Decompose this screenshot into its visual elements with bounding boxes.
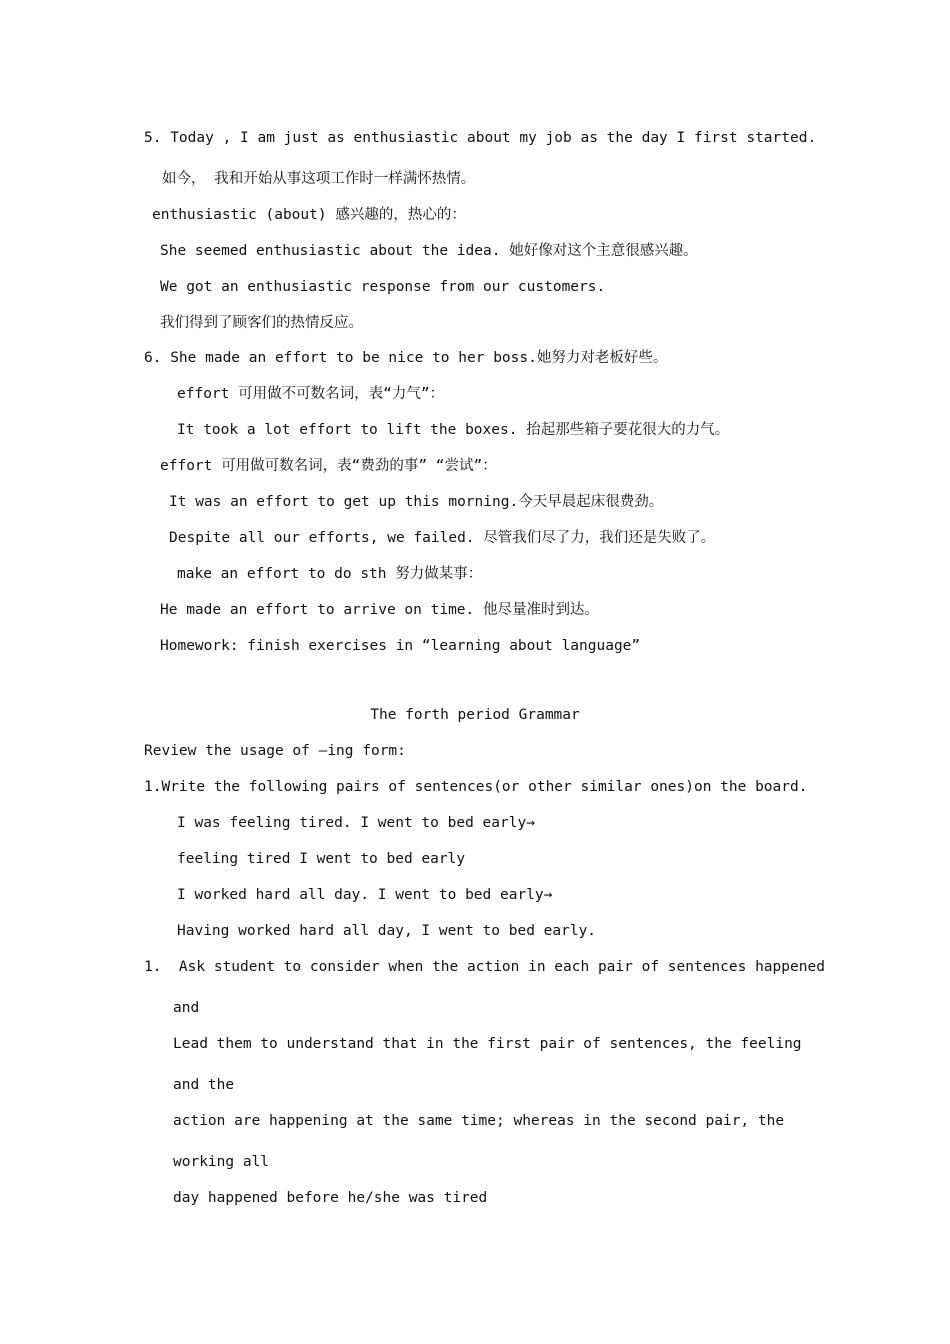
board-sentence: I was feeling tired. I went to bed early→ <box>177 815 535 831</box>
phrase-make-an-effort: make an effort to do sth 努力做某事： <box>177 566 483 582</box>
step-2: 1. Ask student to consider when the action in each pair of sentences happened <box>144 959 825 975</box>
item-5-translation: 如今， 我和开始从事这项工作时一样满怀热情。 <box>162 171 476 187</box>
step-2-text: action are happening at the same time; whereas in the second pair, the <box>173 1113 785 1129</box>
vocab-effort-countable: effort 可用做可数名词，表“费劲的事” “尝试”： <box>160 458 497 474</box>
step-2-text: Lead them to understand that in the first pair of sentences, the feeling <box>173 1036 802 1052</box>
example-sentence: We got an enthusiastic response from our customers. <box>160 279 606 295</box>
step-2-text: day happened before he/she was tired <box>173 1190 488 1206</box>
review-heading: Review the usage of –ing form: <box>144 743 406 759</box>
section-title: The forth period Grammar <box>370 707 580 723</box>
step-2-text: working all <box>173 1154 270 1170</box>
homework-line: Homework: finish exercises in “learning about language” <box>160 638 641 654</box>
example-sentence: It took a lot effort to lift the boxes. 抬起那些箱子要花很大的力气。 <box>177 422 730 438</box>
board-sentence: Having worked hard all day, I went to bed early. <box>177 923 597 939</box>
step-1: 1.Write the following pairs of sentences(or other similar ones)on the board. <box>144 779 808 795</box>
board-sentence: feeling tired I went to bed early <box>177 851 466 867</box>
step-2-text: and <box>173 1000 200 1016</box>
example-sentence: She seemed enthusiastic about the idea. 她好像对这个主意很感兴趣。 <box>160 243 698 259</box>
example-sentence: It was an effort to get up this morning.今天早晨起床很费劲。 <box>169 494 664 510</box>
board-sentence: I worked hard all day. I went to bed early→ <box>177 887 553 903</box>
item-5-sentence: 5. Today , I am just as enthusiastic about my job as the day I first started. <box>144 130 817 146</box>
vocab-effort-uncountable: effort 可用做不可数名词，表“力气”： <box>177 386 445 402</box>
step-2-text: and the <box>173 1077 235 1093</box>
vocab-enthusiastic: enthusiastic (about) 感兴趣的，热心的： <box>152 207 466 223</box>
example-sentence: He made an effort to arrive on time. 他尽量准时到达。 <box>160 602 599 618</box>
example-sentence: Despite all our efforts, we failed. 尽管我们尽了力，我们还是失败了。 <box>169 530 716 546</box>
example-translation: 我们得到了顾客们的热情反应。 <box>160 315 363 331</box>
item-6-sentence: 6. She made an effort to be nice to her boss.她努力对老板好些。 <box>144 350 668 366</box>
